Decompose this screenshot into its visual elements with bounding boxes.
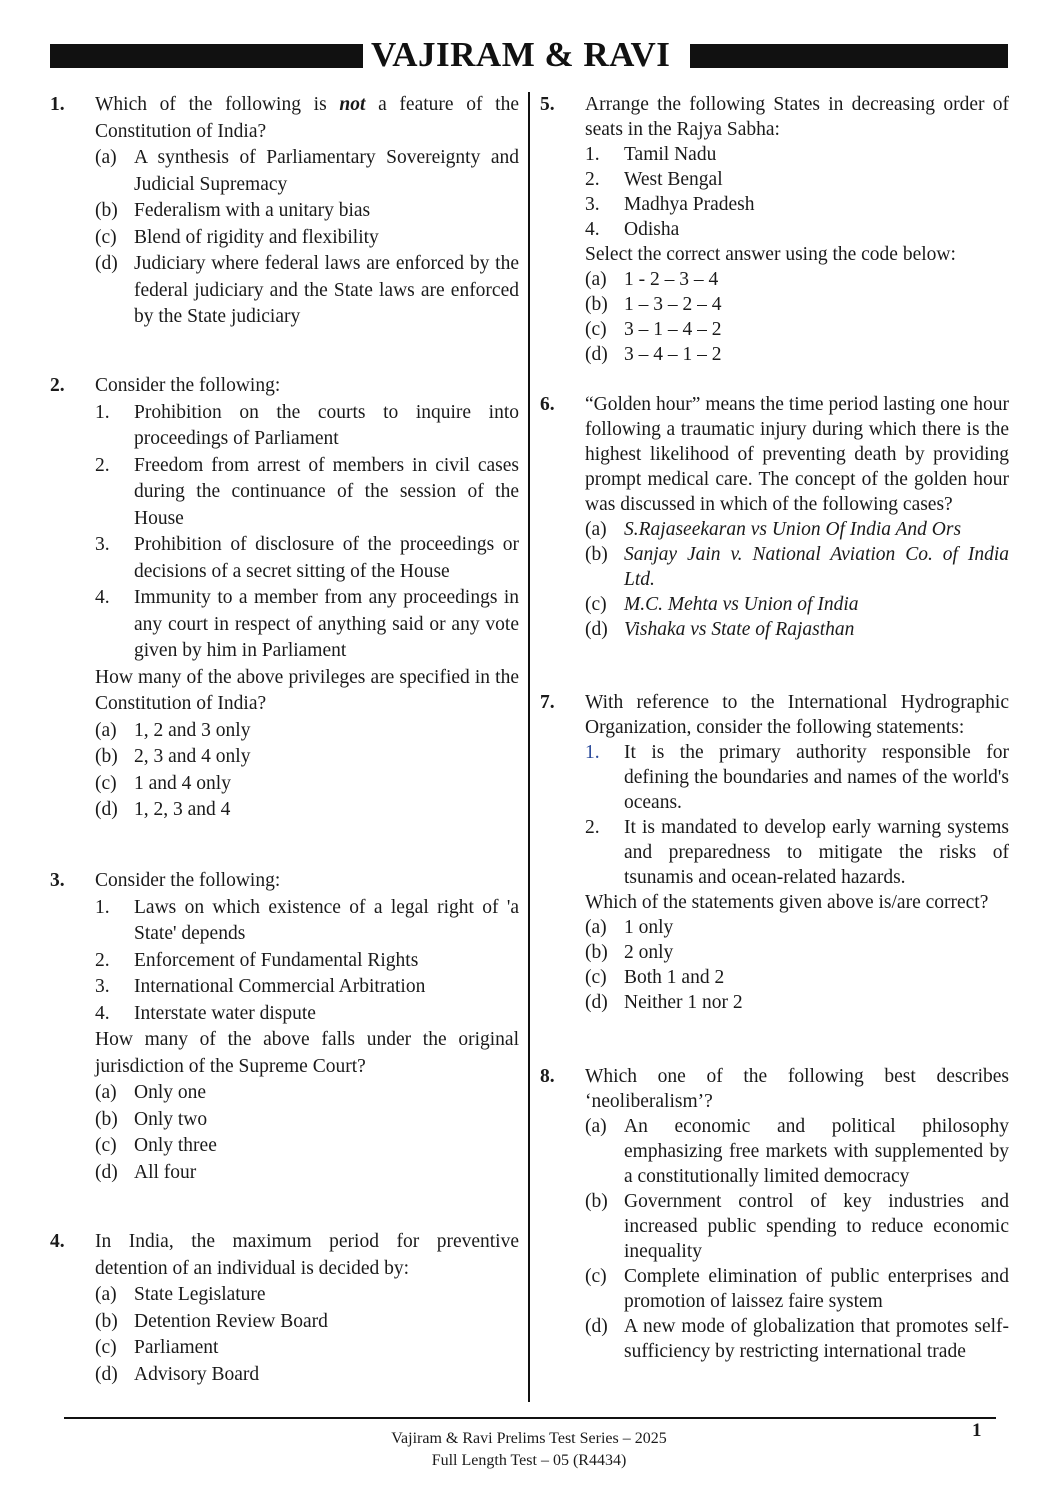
question-stem: Consider the following:	[95, 375, 281, 396]
option-c: (c) 3 – 1 – 4 – 2	[585, 319, 722, 340]
option-c: (c) Parliament	[95, 1337, 219, 1358]
statement-4: 4. Interstate water dispute	[95, 1002, 316, 1024]
list-item-3: 3. Madhya Pradesh	[585, 194, 755, 215]
option-c: (c) Only three	[95, 1135, 217, 1156]
page-header	[50, 35, 1008, 76]
statement-2: 2. It is mandated to develop early warning systems and preparedness to mitigate the risks of tsunamis and ocean-related hazards.	[585, 817, 1009, 888]
list-item-4: 4. Odisha	[585, 219, 680, 240]
question-number: 3.	[50, 870, 65, 891]
footer-test-name: Full Length Test – 05 (R4434)	[431, 1452, 627, 1469]
question-number: 4.	[50, 1231, 65, 1252]
option-c: (c) 1 and 4 only	[95, 772, 231, 794]
option-a: (a) Only one	[95, 1082, 207, 1103]
question-stem: In India, the maximum period for preventive detention of an individual is decided by:	[95, 1231, 519, 1279]
option-c: (c) M.C. Mehta vs Union of India	[585, 594, 859, 615]
option-d: (d) Neither 1 nor 2	[585, 992, 743, 1013]
option-d: (d) All four	[95, 1161, 197, 1183]
question-prompt: Which of the statements given above is/are correct?	[585, 892, 989, 913]
option-c: (c) Blend of rigidity and flexibility	[95, 226, 379, 248]
option-d: (d) A new mode of globalization that promotes self-sufficiency by restricting international trade	[585, 1316, 1009, 1362]
page-number: 1	[972, 1420, 982, 1441]
question-number: 2.	[50, 375, 65, 396]
header-title: VAJIRAM & RAVI	[371, 35, 671, 74]
question-stem: Consider the following:	[95, 870, 281, 891]
option-b: (b) 2 only	[585, 942, 674, 963]
option-a: (a) 1, 2 and 3 only	[95, 719, 251, 741]
statement-2: 2. Freedom from arrest of members in civil cases during the continuance of the session of the House	[95, 454, 519, 529]
statement-1: 1. It is the primary authority responsible for defining the boundaries and names of the world's oceans.	[585, 742, 1009, 813]
option-c: (c) Both 1 and 2	[585, 967, 725, 988]
option-d: (d) Advisory Board	[95, 1363, 260, 1385]
option-d: (d) 1, 2, 3 and 4	[95, 799, 231, 820]
option-c: (c) Complete elimination of public enterprises and promotion of laissez faire system	[585, 1266, 1009, 1312]
question-8	[540, 1064, 1009, 1364]
question-number: 5.	[540, 94, 555, 115]
question-5	[540, 92, 1009, 367]
statement-2: 2. Enforcement of Fundamental Rights	[95, 949, 419, 971]
question-1	[50, 92, 519, 331]
question-number: 6.	[540, 394, 555, 415]
question-prompt: How many of the above falls under the original jurisdiction of the Supreme Court?	[95, 1029, 519, 1077]
option-d: (d) 3 – 4 – 1 – 2	[585, 344, 722, 365]
option-a: (a) S.Rajaseekaran vs Union Of India And Ors	[585, 519, 962, 540]
statement-3: 3. International Commercial Arbitration	[95, 976, 426, 997]
list-item-1: 1. Tamil Nadu	[585, 144, 717, 165]
header-bar-right	[690, 44, 1008, 68]
option-d: (d) Judiciary where federal laws are enforced by the federal judiciary and the State laws are enforced by the State judiciary	[95, 253, 519, 327]
list-item-2: 2. West Bengal	[585, 169, 723, 190]
footer-rule	[64, 1417, 996, 1419]
option-b: (b) Sanjay Jain v. National Aviation Co. of India Ltd.	[585, 544, 1009, 590]
option-a: (a) 1 only	[585, 917, 674, 938]
column-divider	[528, 92, 530, 1402]
question-6	[540, 392, 1009, 642]
statement-1: 1. Laws on which existence of a legal right of 'a State' depends	[95, 896, 519, 944]
option-b: (b) 2, 3 and 4 only	[95, 746, 251, 767]
option-b: (b) Only two	[95, 1108, 208, 1130]
question-stem: Which of the following is not a feature of the Constitution of India?	[95, 94, 519, 142]
options-list	[50, 145, 519, 331]
question-number: 7.	[540, 692, 555, 713]
emphasis: not	[339, 94, 366, 115]
question-number: 8.	[540, 1066, 555, 1087]
question-stem: Which one of the following best describes ‘neoliberalism’?	[585, 1066, 1009, 1112]
statement-3: 3. Prohibition of disclosure of the proceedings or decisions of a secret sitting of the House	[95, 534, 519, 582]
question-2	[50, 373, 519, 824]
question-7	[540, 690, 1009, 1015]
question-stem: With reference to the International Hydrographic Organization, consider the following statements:	[585, 692, 1009, 738]
option-a: (a) 1 - 2 – 3 – 4	[585, 269, 719, 290]
option-a: (a) A synthesis of Parliamentary Sovereignty and Judicial Supremacy	[95, 147, 519, 195]
statement-4: 4. Immunity to a member from any proceedings in any court in respect of anything said or any vote given by him in Parliament	[95, 587, 519, 661]
option-d: (d) Vishaka vs State of Rajasthan	[585, 619, 855, 640]
option-b: (b) Detention Review Board	[95, 1310, 328, 1332]
question-prompt: Select the correct answer using the code below:	[585, 244, 956, 265]
option-b: (b) Government control of key industries and increased public spending to reduce economic inequality	[585, 1191, 1009, 1262]
question-stem: “Golden hour” means the time period lasting one hour following a traumatic injury during which there is the highest likelihood of preventing death by providing prompt medical care. The concept of the golden hour was discussed in which of the following cases?	[585, 394, 1009, 515]
question-stem: Arrange the following States in decreasing order of seats in the Rajya Sabha:	[585, 94, 1009, 140]
option-b: (b) Federalism with a unitary bias	[95, 200, 371, 221]
question-4	[50, 1229, 519, 1388]
statement-1: 1. Prohibition on the courts to inquire into proceedings of Parliament	[95, 401, 519, 449]
header-bar-left	[50, 44, 363, 68]
option-a: (a) State Legislature	[95, 1284, 266, 1305]
footer-series-title: Vajiram & Ravi Prelims Test Series – 2025	[391, 1430, 667, 1447]
option-a: (a) An economic and political philosophy emphasizing free markets with supplemented by a constitutionally limited democracy	[585, 1116, 1009, 1187]
option-b: (b) 1 – 3 – 2 – 4	[585, 294, 722, 315]
question-prompt: How many of the above privileges are specified in the Constitution of India?	[95, 666, 519, 714]
question-number: 1.	[50, 94, 65, 115]
question-3	[50, 868, 519, 1186]
